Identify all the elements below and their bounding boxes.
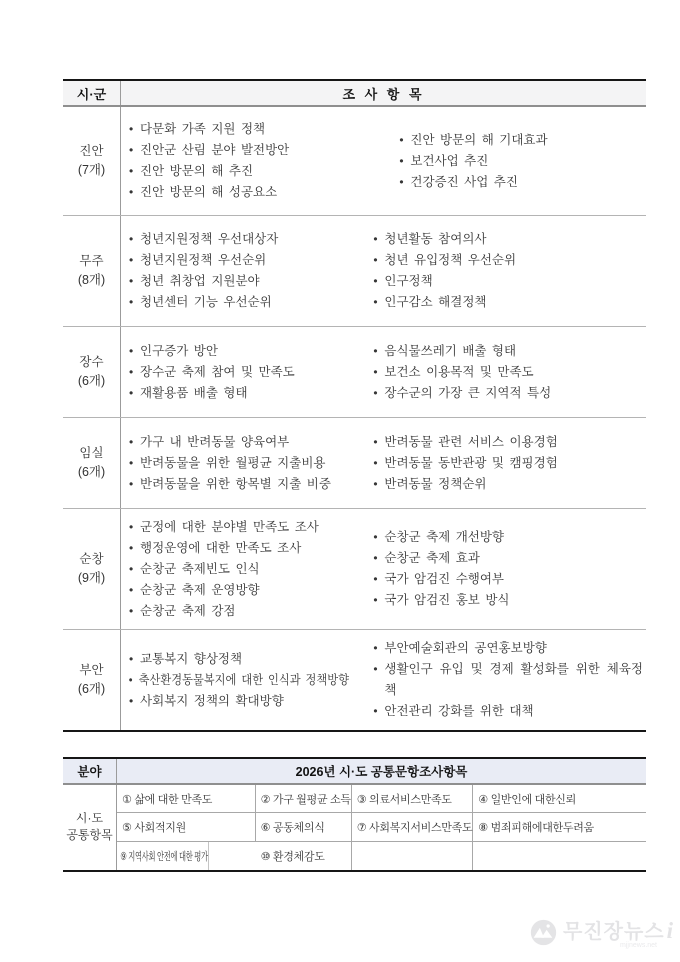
survey-item: • 보건소 이용목적 및 만족도: [370, 362, 643, 383]
survey-item: • 순창군 축제 효과: [370, 548, 643, 569]
survey-item: • 순창군 축제 개선방향: [370, 527, 643, 548]
survey-items-cell: [121, 216, 646, 326]
survey-item: • 부안예술회관의 공연홍보방향: [370, 638, 643, 659]
common-item-cell: ② 가구 월평균 소득: [256, 785, 352, 813]
document-body: [63, 79, 646, 872]
survey-item: • 청년활동 참여의사: [370, 229, 643, 250]
common-item-cell: ① 삶에 대한 만족도: [117, 785, 256, 813]
region-count: (8개): [77, 273, 106, 287]
items-left-column: [126, 418, 370, 508]
region-label: [63, 327, 121, 417]
survey-items-cell: [121, 107, 646, 215]
common-item-cell: ⑥ 공동체의식: [256, 813, 352, 841]
survey-items-cell: [121, 630, 646, 730]
survey-item: • 군정에 대한 분야별 만족도 조사: [126, 517, 370, 538]
common-row-label-line1: 시·도: [75, 811, 104, 826]
region-table-header: [63, 81, 646, 107]
survey-item: • 반려동물 정책순위: [370, 474, 643, 495]
table-row-imsil: [63, 418, 646, 509]
region-name: 부안: [79, 663, 104, 677]
items-left-column: [126, 509, 370, 629]
survey-item: • 축산환경동물복지에 대한 인식과 정책방향: [126, 670, 346, 691]
watermark-text: 무진장뉴스: [563, 921, 665, 943]
table-row-jangsu: [63, 327, 646, 418]
survey-item: • 청년 취창업 지원분야: [126, 271, 370, 292]
region-name: 순창: [79, 552, 104, 566]
items-right-column: [370, 216, 646, 326]
common-items-grid: [117, 785, 646, 870]
survey-item: • 진안 방문의 해 추진: [126, 161, 396, 182]
survey-item: • 안전관리 강화를 위한 대책: [370, 701, 643, 722]
survey-item: • 생활인구 유입 및 경제 활성화를 위한 체육정책: [370, 659, 643, 701]
survey-item: • 인구증가 방안: [126, 341, 370, 362]
survey-item: • 교통복지 향상정책: [126, 649, 370, 670]
common-item-cell: [473, 842, 646, 870]
common-row-label: [63, 785, 117, 870]
region-label: [63, 630, 121, 730]
survey-item: • 진안 방문의 해 기대효과: [396, 130, 643, 151]
common-item-cell: ③ 의료서비스만족도: [352, 785, 474, 813]
survey-items-cell: [121, 509, 646, 629]
region-label: [63, 107, 121, 215]
survey-item: • 청년센터 기능 우선순위: [126, 292, 370, 313]
survey-item: • 순창군 축제빈도 인식: [126, 559, 370, 580]
common-row-label-line2: 공통항목: [66, 828, 113, 843]
survey-items-cell: [121, 327, 646, 417]
survey-item: • 음식물쓰레기 배출 형태: [370, 341, 643, 362]
common-items-table: [63, 757, 646, 872]
survey-item: • 보건사업 추진: [396, 151, 643, 172]
region-name: 무주: [79, 254, 104, 268]
survey-item: • 순창군 축제 강점: [126, 601, 370, 622]
survey-item: • 인구정책: [370, 271, 643, 292]
region-name: 장수: [79, 355, 104, 369]
survey-item: • 진안 방문의 해 성공요소: [126, 182, 396, 203]
region-count: (9개): [77, 571, 106, 585]
region-count: (6개): [77, 682, 106, 696]
survey-item: • 반려동물을 위한 월평균 지출비용: [126, 453, 370, 474]
common-item-cell: ⑦ 사회복지서비스만족도: [352, 813, 474, 841]
news-logo-icon: [530, 919, 557, 946]
survey-item: • 장수군의 가장 큰 지역적 특성: [370, 383, 643, 404]
region-header-cell: 시·군: [63, 81, 121, 105]
watermark-domain: mjjnews.net: [620, 942, 657, 949]
table-row-jinan: [63, 107, 646, 216]
region-count: (6개): [77, 374, 106, 388]
common-item-cell: [352, 842, 474, 870]
survey-item: • 장수군 축제 참여 및 만족도: [126, 362, 370, 383]
field-header-cell: 분야: [63, 759, 117, 783]
region-count: (6개): [77, 465, 106, 479]
watermark-name-line: [563, 915, 673, 944]
survey-item: • 반려동물을 위한 항목별 지출 비중: [126, 474, 370, 495]
items-left-column: [126, 630, 370, 730]
region-count: (7개): [77, 163, 106, 177]
common-item-cell: ④ 일반인에 대한신뢰: [473, 785, 646, 813]
table-row-sunchang: [63, 509, 646, 630]
survey-item: • 청년지원정책 우선순위: [126, 250, 370, 271]
common-table-header: [63, 759, 646, 785]
common-title-cell: 2026년 시·도 공통문항조사항목: [295, 765, 468, 779]
common-table-body: [63, 785, 646, 870]
table-row-muju: [63, 216, 646, 327]
survey-item: • 청년 유입정책 우선순위: [370, 250, 643, 271]
survey-item: • 재활용품 배출 형태: [126, 383, 370, 404]
survey-items-cell: [121, 418, 646, 508]
survey-item: • 반려동물 관련 서비스 이용경험: [370, 432, 643, 453]
items-right-column: [370, 327, 646, 417]
region-label: [63, 216, 121, 326]
survey-item: • 다문화 가족 지원 정책: [126, 119, 396, 140]
region-survey-table: [63, 79, 646, 732]
survey-item: • 가구 내 반려동물 양육여부: [126, 432, 370, 453]
survey-item: • 순창군 축제 운영방향: [126, 580, 370, 601]
common-item-cell: ⑤ 사회적지원: [117, 813, 256, 841]
watermark-i-mark: i: [666, 918, 673, 943]
common-item-cell: ⑨ 지역사회 안전에 대한 평가: [117, 842, 208, 870]
items-left-column: [126, 216, 370, 326]
survey-item: • 사회복지 정책의 확대방향: [126, 691, 370, 712]
items-right-column: [396, 107, 646, 215]
table-row-buan: [63, 630, 646, 730]
survey-item: • 행정운영에 대한 만족도 조사: [126, 538, 370, 559]
common-item-cell: ⑩ 환경체감도: [256, 842, 352, 870]
items-left-column: [126, 327, 370, 417]
region-name: 진안: [79, 144, 104, 158]
survey-item: • 국가 암검진 수행여부: [370, 569, 643, 590]
common-item-cell: ⑧ 범죄피해에대한두려움: [473, 813, 646, 841]
survey-item: • 건강증진 사업 추진: [396, 172, 643, 193]
survey-items-header-cell: 조 사 항 목: [342, 86, 425, 102]
items-right-column: [370, 418, 646, 508]
survey-item: • 국가 암검진 홍보 방식: [370, 590, 643, 611]
region-label: [63, 509, 121, 629]
items-right-column: [370, 509, 646, 629]
survey-item: • 반려동물 동반관광 및 캠핑경험: [370, 453, 643, 474]
watermark-text-block: [563, 915, 673, 949]
region-name: 임실: [79, 446, 104, 460]
survey-item: • 진안군 산림 분야 발전방안: [126, 140, 396, 161]
items-left-column: [126, 107, 396, 215]
items-right-column: [370, 630, 646, 730]
survey-item: • 청년지원정책 우선대상자: [126, 229, 370, 250]
watermark: [530, 915, 673, 949]
region-label: [63, 418, 121, 508]
survey-item: • 인구감소 해결정책: [370, 292, 643, 313]
